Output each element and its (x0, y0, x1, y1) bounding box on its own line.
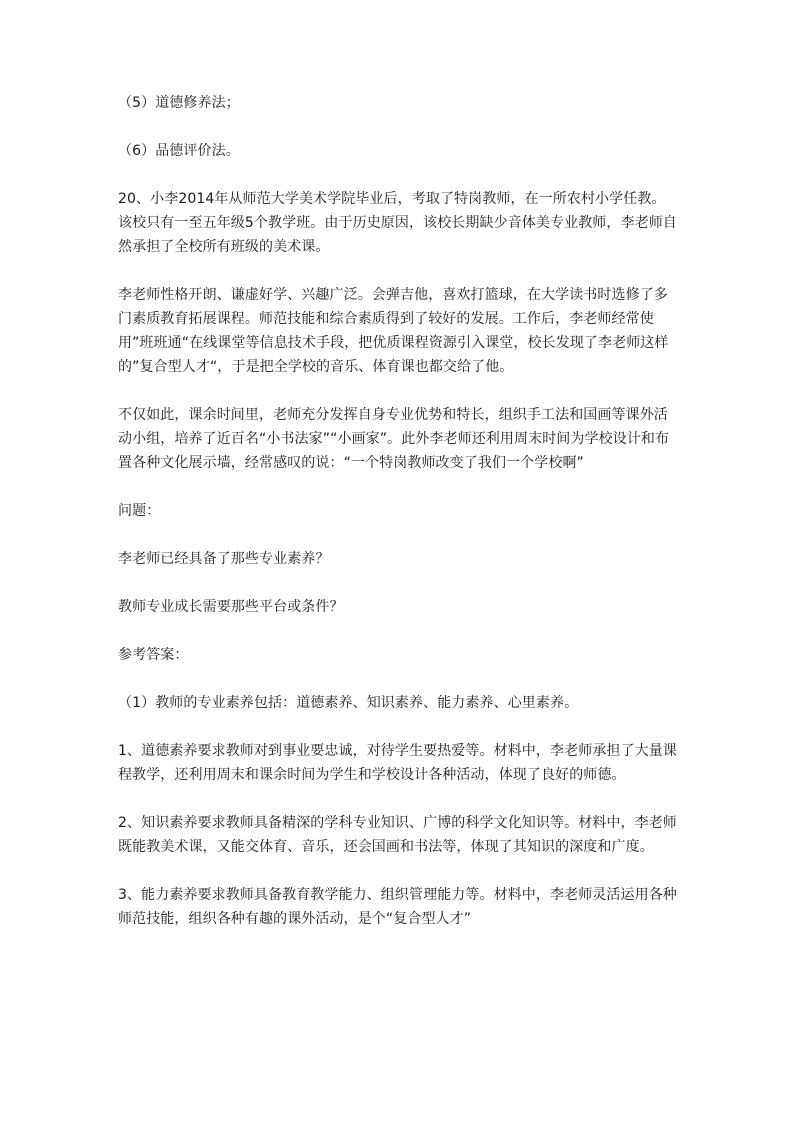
paragraph-knowledge-literacy: 2、知识素养要求教师具备精深的学科专业知识、广博的科学文化知识等。材料中，李老师既能教美术课，又能交体育、音乐，还会国画和书法等，体现了其知识的深度和广度。 (118, 815, 677, 855)
paragraph-moral-literacy: 1、道德素养要求教师对到事业要忠诚，对待学生要热爱等。材料中，李老师承担了大量课程教学，还利用周末和课余时间为学生和学校设计各种活动，体现了良好的师德。 (118, 743, 677, 783)
paragraph-moral-cultivation-method: （5）道德修养法； (118, 95, 240, 111)
paragraph-character-evaluation-method: （6）品德评价法。 (118, 143, 240, 159)
paragraph-answer-heading: 参考答案： (118, 647, 189, 663)
paragraph-question-heading: 问题： (118, 503, 161, 519)
paragraph-question-2: 教师专业成长需要那些平台或条件？ (118, 599, 344, 615)
paragraph-extracurricular: 不仅如此，课余时间里，老师充分发挥自身专业优势和特长，组织手工法和国画等课外活动小组，培养了近百名“小书法家”“小画家”。此外李老师还利用周末时间为学校设计和布置各种文化展示墙，经常感叹的说：“一个特岗教师改变了我们一个学校啊” (118, 407, 670, 471)
document-page (118, 91, 678, 931)
paragraph-question-20-intro: 20、小李2014年从师范大学美术学院毕业后，考取了特岗教师，在一所农村小学任教。该校只有一至五年级5个教学班。由于历史原因，该校长期缺少音体美专业教师，李老师自然承担了全校所有班级的美术课。 (118, 191, 677, 255)
paragraph-question-1: 李老师已经具备了那些专业素养？ (118, 551, 330, 567)
paragraph-ability-literacy: 3、能力素养要求教师具备教育教学能力、组织管理能力等。材料中，李老师灵活运用各种师范技能，组织各种有趣的课外活动，是个“复合型人才” (118, 887, 677, 927)
paragraph-answer-1-summary: （1）教师的专业素养包括：道德素养、知识素养、能力素养、心里素养。 (118, 695, 579, 711)
paragraph-teacher-personality: 李老师性格开朗、谦虚好学、兴趣广泛。会弹吉他，喜欢打篮球，在大学读书时选修了多门素质教育拓展课程。师范技能和综合素质得到了较好的发展。工作后，李老师经常使用”班班通“在线课堂等信息技术手段，把优质课程资源引入课堂，校长发现了李老师这样的”复合型人才“，于是把全学校的音乐、体育课也都交给了他。 (118, 287, 669, 375)
